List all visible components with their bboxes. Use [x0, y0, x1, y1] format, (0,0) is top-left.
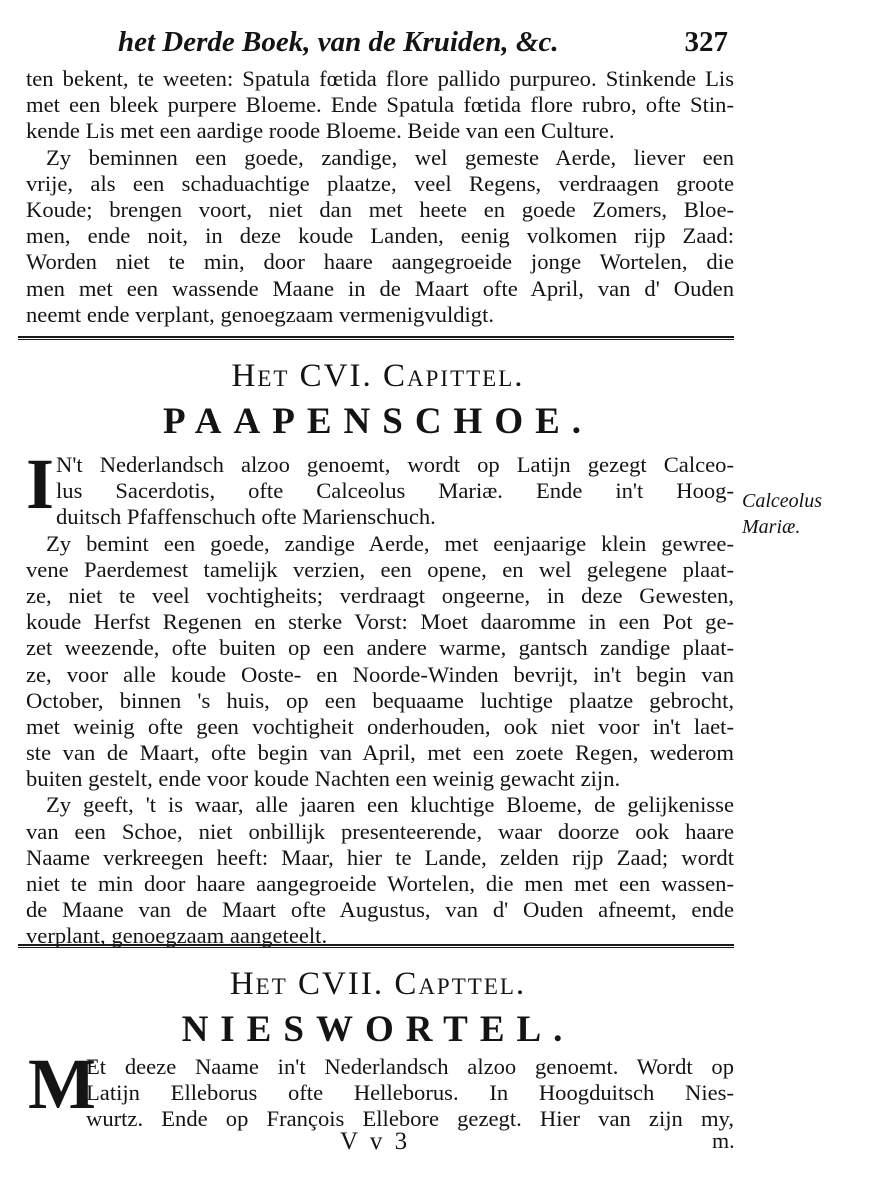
text-line: Latijn Elleborus ofte Helleborus. In Hoogduitsch Nies-: [86, 1080, 734, 1106]
text-line: men, ende noit, in deze koude Landen, eenig volkomen rijp Zaad:: [26, 223, 734, 249]
text-line: buiten gestelt, ende voor koude Nachten een weinig gewacht zijn.: [26, 766, 621, 792]
text-line: wurtz. Ende op François Ellebore gezegt. Hier van zijn my,: [86, 1106, 734, 1132]
text-line: ste van de Maart, ofte begin van April, met een zoete Regen, wederom: [26, 740, 734, 766]
catchword: m.: [712, 1128, 735, 1153]
running-head: [118, 22, 728, 62]
text-line: Worden niet te min, door haare aangegroeide jonge Wortelen, die: [26, 249, 734, 275]
text-line: koude Herfst Regenen en sterke Vorst: Moet daaromme in een Pot ge-: [26, 609, 734, 635]
text-line: ten bekent, te weeten: Spatula fœtida flore pallido purpureo. Stinkende Lis: [26, 66, 734, 91]
marginal-note-line: Mariæ.: [742, 516, 801, 538]
text-line: duitsch Pfaffenschuch ofte Marienschuch.: [56, 504, 436, 530]
chapter-title: NIESWORTEL.: [181, 1009, 575, 1050]
marginal-note-line: Calceolus: [742, 490, 822, 512]
signature-mark: V v 3: [340, 1128, 411, 1155]
text-line: kende Lis met een aardige roode Bloeme. Beide van een Culture.: [26, 118, 615, 144]
paragraph-block-3: [26, 1054, 734, 1133]
text-line: ze, voor alle koude Ooste- en Noorde-Winden bevrijt, in't begin van: [26, 661, 734, 687]
text-line: ze, niet te veel vochtigheits; verdraagt ongeerne, in deze Gewesten,: [26, 582, 734, 608]
text-line: N't Nederlandsch alzoo genoemt, wordt op Latijn gezegt Calceo-: [56, 452, 734, 477]
running-head-title: het Derde Boek, van de Kruiden, &c.: [118, 26, 559, 58]
text-line: Koude; brengen voort, niet dan met heete en goede Zomers, Bloe-: [26, 196, 734, 222]
section-divider: [18, 944, 734, 948]
text-line: zet weezende, ofte buiten op een andere warme, gantsch zandige plaat-: [26, 635, 734, 661]
marginal-note: [742, 488, 882, 540]
text-line: Zy bemint een goede, zandige Aerde, met eenjaarige klein gewree-: [46, 530, 734, 556]
text-line: met weinig ofte geen vochtigheit onderhouden, ook niet voor in't laet-: [26, 713, 734, 739]
section-divider: [18, 336, 734, 340]
drop-cap: M: [28, 1044, 96, 1124]
chapter-title: PAAPENSCHOE.: [162, 401, 594, 442]
paragraph-block-2: [26, 452, 734, 950]
text-line: vene Paerdemest tamelijk verzien, een opene, en wel gelegene plaat-: [26, 556, 734, 582]
text-line: van een Schoe, niet onbillijk presenteerende, waar doorze ook haare: [26, 818, 734, 844]
text-line: lus Sacerdotis, ofte Calceolus Mariæ. Ende in't Hoog-: [56, 478, 734, 504]
chapter-heading: Het CVII. Capttel.: [229, 966, 527, 1002]
text-line: vrije, als een schaduachtige plaatze, veel Regens, verdraagen groote: [26, 170, 734, 196]
text-line: Zy geeft, 't is waar, alle jaaren een kluchtige Bloeme, de gelijkenisse: [46, 792, 734, 818]
page-number: 327: [684, 26, 728, 58]
text-line: Et deeze Naame in't Nederlandsch alzoo genoemt. Wordt op: [86, 1054, 734, 1079]
paragraph-block-1: [26, 66, 734, 328]
text-line: met een bleek purpere Bloeme. Ende Spatula fœtida flore rubro, ofte Stin-: [26, 92, 734, 118]
text-line: neemt ende verplant, genoegzaam vermenigvuldigt.: [26, 301, 495, 327]
text-line: October, binnen 's huis, op een bequaame luchtige plaatze gebrocht,: [26, 687, 734, 713]
text-line: Naame verkreegen heeft: Maar, hier te Lande, zelden rijp Zaad; wordt: [26, 844, 734, 870]
chapter-heading: Het CVI. Capittel.: [231, 358, 525, 394]
text-line: de Maane van de Maart ofte Augustus, van d' Ouden afneemt, ende: [26, 897, 734, 923]
drop-cap: I: [26, 444, 55, 524]
text-line: verplant, genoegzaam aangeteelt.: [26, 923, 328, 949]
text-line: men met een wassende Maane in de Maart ofte April, van d' Ouden: [26, 275, 734, 301]
text-line: niet te min door haare aangegroeide Wortelen, die men met een wassen-: [26, 871, 734, 896]
text-line: Zy beminnen een goede, zandige, wel gemeste Aerde, liever een: [46, 144, 734, 170]
